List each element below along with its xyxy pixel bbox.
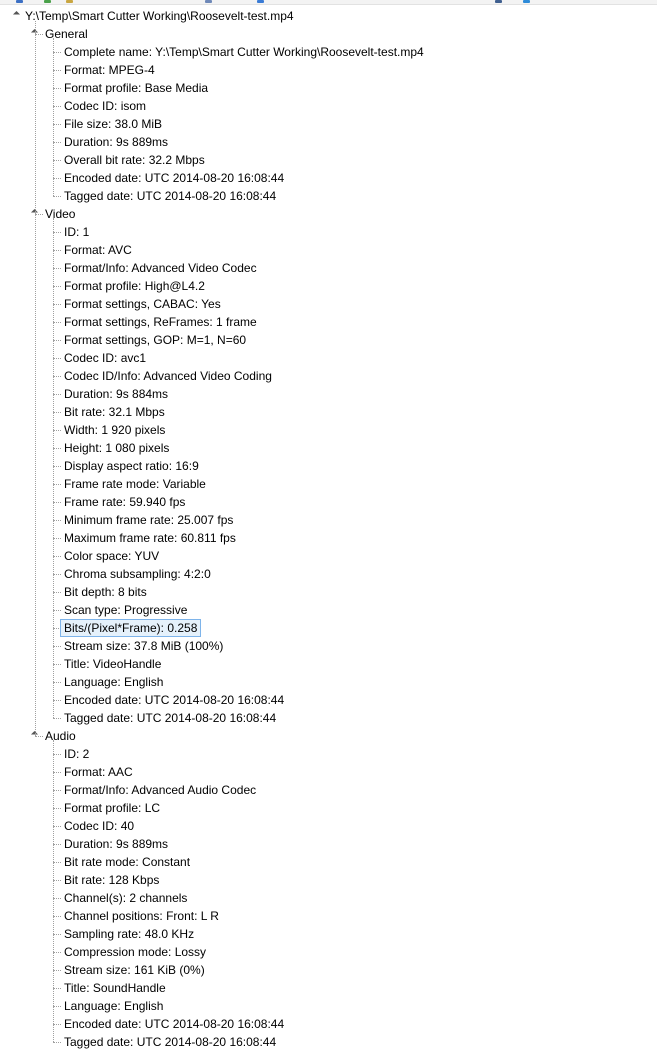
tree-item[interactable] bbox=[0, 529, 657, 547]
tree-guide-line bbox=[53, 574, 61, 575]
tree-item-label: Language: English bbox=[64, 999, 164, 1013]
tree-item[interactable] bbox=[0, 871, 657, 889]
tree-item-label: Codec ID: isom bbox=[64, 99, 147, 113]
tree-item-label: Bits/(Pixel*Frame): 0.258 bbox=[60, 619, 201, 637]
tree-item-label: Tagged date: UTC 2014-08-20 16:08:44 bbox=[64, 189, 277, 203]
tree-item[interactable] bbox=[0, 1033, 657, 1051]
tree-guide-line bbox=[53, 358, 61, 359]
tree-guide-line bbox=[53, 1042, 61, 1043]
tree-guide-line bbox=[53, 700, 61, 701]
tree-guide-line bbox=[53, 394, 61, 395]
tree-item-label: Frame rate mode: Variable bbox=[64, 477, 206, 491]
tree-guide-line bbox=[53, 466, 61, 467]
tree-item[interactable] bbox=[0, 151, 657, 169]
tree-item[interactable] bbox=[0, 277, 657, 295]
tree-item-label: Format/Info: Advanced Audio Codec bbox=[64, 783, 257, 797]
tree-guide-line bbox=[53, 106, 61, 107]
tree-item[interactable] bbox=[0, 655, 657, 673]
tree-guide-line bbox=[53, 502, 61, 503]
tree-item-label: Format profile: LC bbox=[64, 801, 161, 815]
tree-item[interactable] bbox=[0, 889, 657, 907]
tree-section-general[interactable] bbox=[0, 25, 657, 43]
tree-item-label: Compression mode: Lossy bbox=[64, 945, 207, 959]
tree-item-label: Sampling rate: 48.0 KHz bbox=[64, 927, 195, 941]
tree-item-label: Tagged date: UTC 2014-08-20 16:08:44 bbox=[64, 1035, 277, 1049]
tree-item[interactable] bbox=[0, 295, 657, 313]
tree-guide-line bbox=[53, 934, 61, 935]
tree-item[interactable] bbox=[0, 799, 657, 817]
tree-item[interactable] bbox=[0, 385, 657, 403]
tree-item[interactable] bbox=[0, 637, 657, 655]
tree-item[interactable] bbox=[0, 925, 657, 943]
tree-item[interactable] bbox=[0, 853, 657, 871]
tree-item[interactable] bbox=[0, 601, 657, 619]
tree-item-label: Encoded date: UTC 2014-08-20 16:08:44 bbox=[64, 1017, 285, 1031]
tree-item[interactable] bbox=[0, 115, 657, 133]
tree-item[interactable] bbox=[0, 97, 657, 115]
tree-guide-line bbox=[53, 844, 61, 845]
tree-item-label: Bit rate: 32.1 Mbps bbox=[64, 405, 165, 419]
tree-item-label: Duration: 9s 884ms bbox=[64, 387, 169, 401]
tree-item-label: Format/Info: Advanced Video Codec bbox=[64, 261, 257, 275]
tree-item[interactable] bbox=[0, 583, 657, 601]
help-icon[interactable] bbox=[257, 0, 264, 3]
tree-guide-line bbox=[53, 124, 61, 125]
tree-item[interactable] bbox=[0, 691, 657, 709]
tree-guide-line bbox=[53, 646, 61, 647]
tree-item-label: Language: English bbox=[64, 675, 164, 689]
tree-guide-line bbox=[53, 376, 61, 377]
tree-item-label: Title: VideoHandle bbox=[64, 657, 162, 671]
tree-guide-line bbox=[53, 610, 61, 611]
tree-item-label: Chroma subsampling: 4:2:0 bbox=[64, 567, 211, 581]
tree-item[interactable] bbox=[0, 331, 657, 349]
tree-guide-line bbox=[53, 232, 61, 233]
tree-guide-line bbox=[53, 38, 54, 196]
tree-guide-line bbox=[53, 1006, 61, 1007]
tree-item-label: Format settings, GOP: M=1, N=60 bbox=[64, 333, 247, 347]
tree-guide-line bbox=[53, 1024, 61, 1025]
tree-guide-line bbox=[53, 142, 61, 143]
tree-guide-line bbox=[53, 70, 61, 71]
tree-item[interactable] bbox=[0, 565, 657, 583]
tree-item[interactable] bbox=[0, 997, 657, 1015]
tree-item-label: Codec ID: 40 bbox=[64, 819, 135, 833]
tree-guide-line bbox=[53, 322, 61, 323]
tree-guide-line bbox=[53, 430, 61, 431]
tree-guide-line bbox=[53, 988, 61, 989]
tree-guide-line bbox=[53, 178, 61, 179]
tree-item-label: Stream size: 161 KiB (0%) bbox=[64, 963, 205, 977]
tree-item-label: Title: SoundHandle bbox=[64, 981, 166, 995]
tree-guide-line bbox=[53, 412, 61, 413]
tree-guide-line bbox=[35, 21, 36, 736]
tree-item[interactable] bbox=[0, 493, 657, 511]
tree-item-label: Minimum frame rate: 25.007 fps bbox=[64, 513, 234, 527]
tree-guide-line bbox=[53, 718, 61, 719]
tree-item[interactable] bbox=[0, 709, 657, 727]
tree-item-label: Scan type: Progressive bbox=[64, 603, 188, 617]
tree-guide-line bbox=[53, 304, 61, 305]
tree-item[interactable] bbox=[0, 547, 657, 565]
tree-guide-line bbox=[53, 790, 61, 791]
tree-guide-line bbox=[53, 52, 61, 53]
tree-guide-line bbox=[53, 160, 61, 161]
tree-root-label: Y:\Temp\Smart Cutter Working\Roosevelt-test.mp4 bbox=[25, 9, 294, 23]
tree-item[interactable] bbox=[0, 907, 657, 925]
tree-item-label: Format profile: Base Media bbox=[64, 81, 209, 95]
tree-item[interactable] bbox=[0, 781, 657, 799]
tree-item-label: Format: AAC bbox=[64, 765, 133, 779]
tree-item[interactable] bbox=[0, 367, 657, 385]
tree-item[interactable] bbox=[0, 511, 657, 529]
tree-item-label: Encoded date: UTC 2014-08-20 16:08:44 bbox=[64, 693, 285, 707]
tree-item-selected[interactable] bbox=[0, 619, 657, 637]
section-label: Audio bbox=[45, 729, 76, 743]
tree-guide-line bbox=[53, 898, 61, 899]
tree-item-label: Codec ID: avc1 bbox=[64, 351, 147, 365]
tree-guide-line bbox=[53, 484, 61, 485]
page-icon[interactable] bbox=[66, 0, 73, 3]
tree-item[interactable] bbox=[0, 745, 657, 763]
tree-item[interactable] bbox=[0, 313, 657, 331]
tree-item[interactable] bbox=[0, 421, 657, 439]
toolbar-strip bbox=[0, 0, 657, 5]
tree-item-label: Bit depth: 8 bits bbox=[64, 585, 147, 599]
arrow-icon[interactable] bbox=[16, 0, 23, 3]
tree-item-label: Height: 1 080 pixels bbox=[64, 441, 170, 455]
tree-guide-line bbox=[53, 448, 61, 449]
tree-guide-line bbox=[53, 592, 61, 593]
tree-root-node[interactable] bbox=[0, 7, 657, 25]
tree-item-label: Format profile: High@L4.2 bbox=[64, 279, 205, 293]
tree-item[interactable] bbox=[0, 133, 657, 151]
tree-item[interactable] bbox=[0, 673, 657, 691]
tree-item-label: Width: 1 920 pixels bbox=[64, 423, 166, 437]
tree-item[interactable] bbox=[0, 43, 657, 61]
section-label: Video bbox=[45, 207, 76, 221]
tree-item-label: Encoded date: UTC 2014-08-20 16:08:44 bbox=[64, 171, 285, 185]
tree-item[interactable] bbox=[0, 241, 657, 259]
tree-item-label: Complete name: Y:\Temp\Smart Cutter Working\Roosevelt-test.mp4 bbox=[64, 45, 424, 59]
monitor-icon[interactable] bbox=[495, 0, 502, 3]
info-icon[interactable] bbox=[523, 0, 530, 3]
tree-item[interactable] bbox=[0, 475, 657, 493]
tree-item-label: Bit rate: 128 Kbps bbox=[64, 873, 160, 887]
tree-item[interactable] bbox=[0, 169, 657, 187]
tree-item[interactable] bbox=[0, 817, 657, 835]
tree-item[interactable] bbox=[0, 961, 657, 979]
check-icon[interactable] bbox=[44, 0, 51, 3]
tree-item[interactable] bbox=[0, 187, 657, 205]
tree-guide-line bbox=[53, 556, 61, 557]
tree-item-label: Display aspect ratio: 16:9 bbox=[64, 459, 199, 473]
tree-guide-line bbox=[53, 952, 61, 953]
tree-item-label: Format: MPEG-4 bbox=[64, 63, 155, 77]
tree-item-label: Overall bit rate: 32.2 Mbps bbox=[64, 153, 205, 167]
tree-item-label: Color space: YUV bbox=[64, 549, 160, 563]
tree-item[interactable] bbox=[0, 763, 657, 781]
tree-item-label: File size: 38.0 MiB bbox=[64, 117, 163, 131]
tree-item-label: Duration: 9s 889ms bbox=[64, 837, 169, 851]
tree-item-label: Frame rate: 59.940 fps bbox=[64, 495, 186, 509]
tree-item[interactable] bbox=[0, 1015, 657, 1033]
tree-section-video[interactable] bbox=[0, 205, 657, 223]
tool-icon[interactable] bbox=[205, 0, 212, 3]
tree-item-label: Channel(s): 2 channels bbox=[64, 891, 188, 905]
tree-guide-line bbox=[53, 970, 61, 971]
tree-guide-line bbox=[53, 268, 61, 269]
tree-item-label: ID: 2 bbox=[64, 747, 90, 761]
tree-guide-line bbox=[53, 88, 61, 89]
tree-guide-line bbox=[53, 772, 61, 773]
tree-guide-line bbox=[53, 754, 61, 755]
tree-guide-line bbox=[53, 250, 61, 251]
tree-item-label: Format settings, CABAC: Yes bbox=[64, 297, 221, 311]
tree-item-label: Stream size: 37.8 MiB (100%) bbox=[64, 639, 224, 653]
tree-item[interactable] bbox=[0, 439, 657, 457]
tree-item[interactable] bbox=[0, 223, 657, 241]
tree-item[interactable] bbox=[0, 979, 657, 997]
tree-guide-line bbox=[53, 880, 61, 881]
tree-guide-line bbox=[53, 740, 54, 1042]
tree-item-label: Format settings, ReFrames: 1 frame bbox=[64, 315, 257, 329]
tree-item-label: Codec ID/Info: Advanced Video Coding bbox=[64, 369, 272, 383]
tree-item[interactable] bbox=[0, 61, 657, 79]
tree-item[interactable] bbox=[0, 403, 657, 421]
tree-guide-line bbox=[53, 808, 61, 809]
tree-item-label: Maximum frame rate: 60.811 fps bbox=[64, 531, 236, 545]
tree-item-label: Channel positions: Front: L R bbox=[64, 909, 219, 923]
tree-guide-line bbox=[53, 862, 61, 863]
tree-guide-line bbox=[53, 340, 61, 341]
tree-item-label: Format: AVC bbox=[64, 243, 132, 257]
tree-item-label: Bit rate mode: Constant bbox=[64, 855, 191, 869]
tree-guide-line bbox=[53, 682, 61, 683]
tree-item-label: Duration: 9s 889ms bbox=[64, 135, 169, 149]
tree-guide-line bbox=[53, 520, 61, 521]
tree-guide-line bbox=[53, 218, 54, 718]
tree-item-label: ID: 1 bbox=[64, 225, 90, 239]
tree-item[interactable] bbox=[0, 457, 657, 475]
tree-guide-line bbox=[53, 916, 61, 917]
tree-item-label: Tagged date: UTC 2014-08-20 16:08:44 bbox=[64, 711, 277, 725]
tree-item[interactable] bbox=[0, 79, 657, 97]
tree-guide-line bbox=[53, 286, 61, 287]
tree-item[interactable] bbox=[0, 349, 657, 367]
collapse-arrow-icon[interactable] bbox=[13, 11, 20, 18]
tree-item[interactable] bbox=[0, 943, 657, 961]
tree-guide-line bbox=[53, 664, 61, 665]
tree-item[interactable] bbox=[0, 835, 657, 853]
tree-guide-line bbox=[53, 538, 61, 539]
section-label: General bbox=[45, 27, 88, 41]
tree-guide-line bbox=[53, 196, 61, 197]
tree-item[interactable] bbox=[0, 259, 657, 277]
file-info-tree[interactable] bbox=[0, 7, 657, 1051]
tree-section-audio[interactable] bbox=[0, 727, 657, 745]
tree-guide-line bbox=[53, 826, 61, 827]
